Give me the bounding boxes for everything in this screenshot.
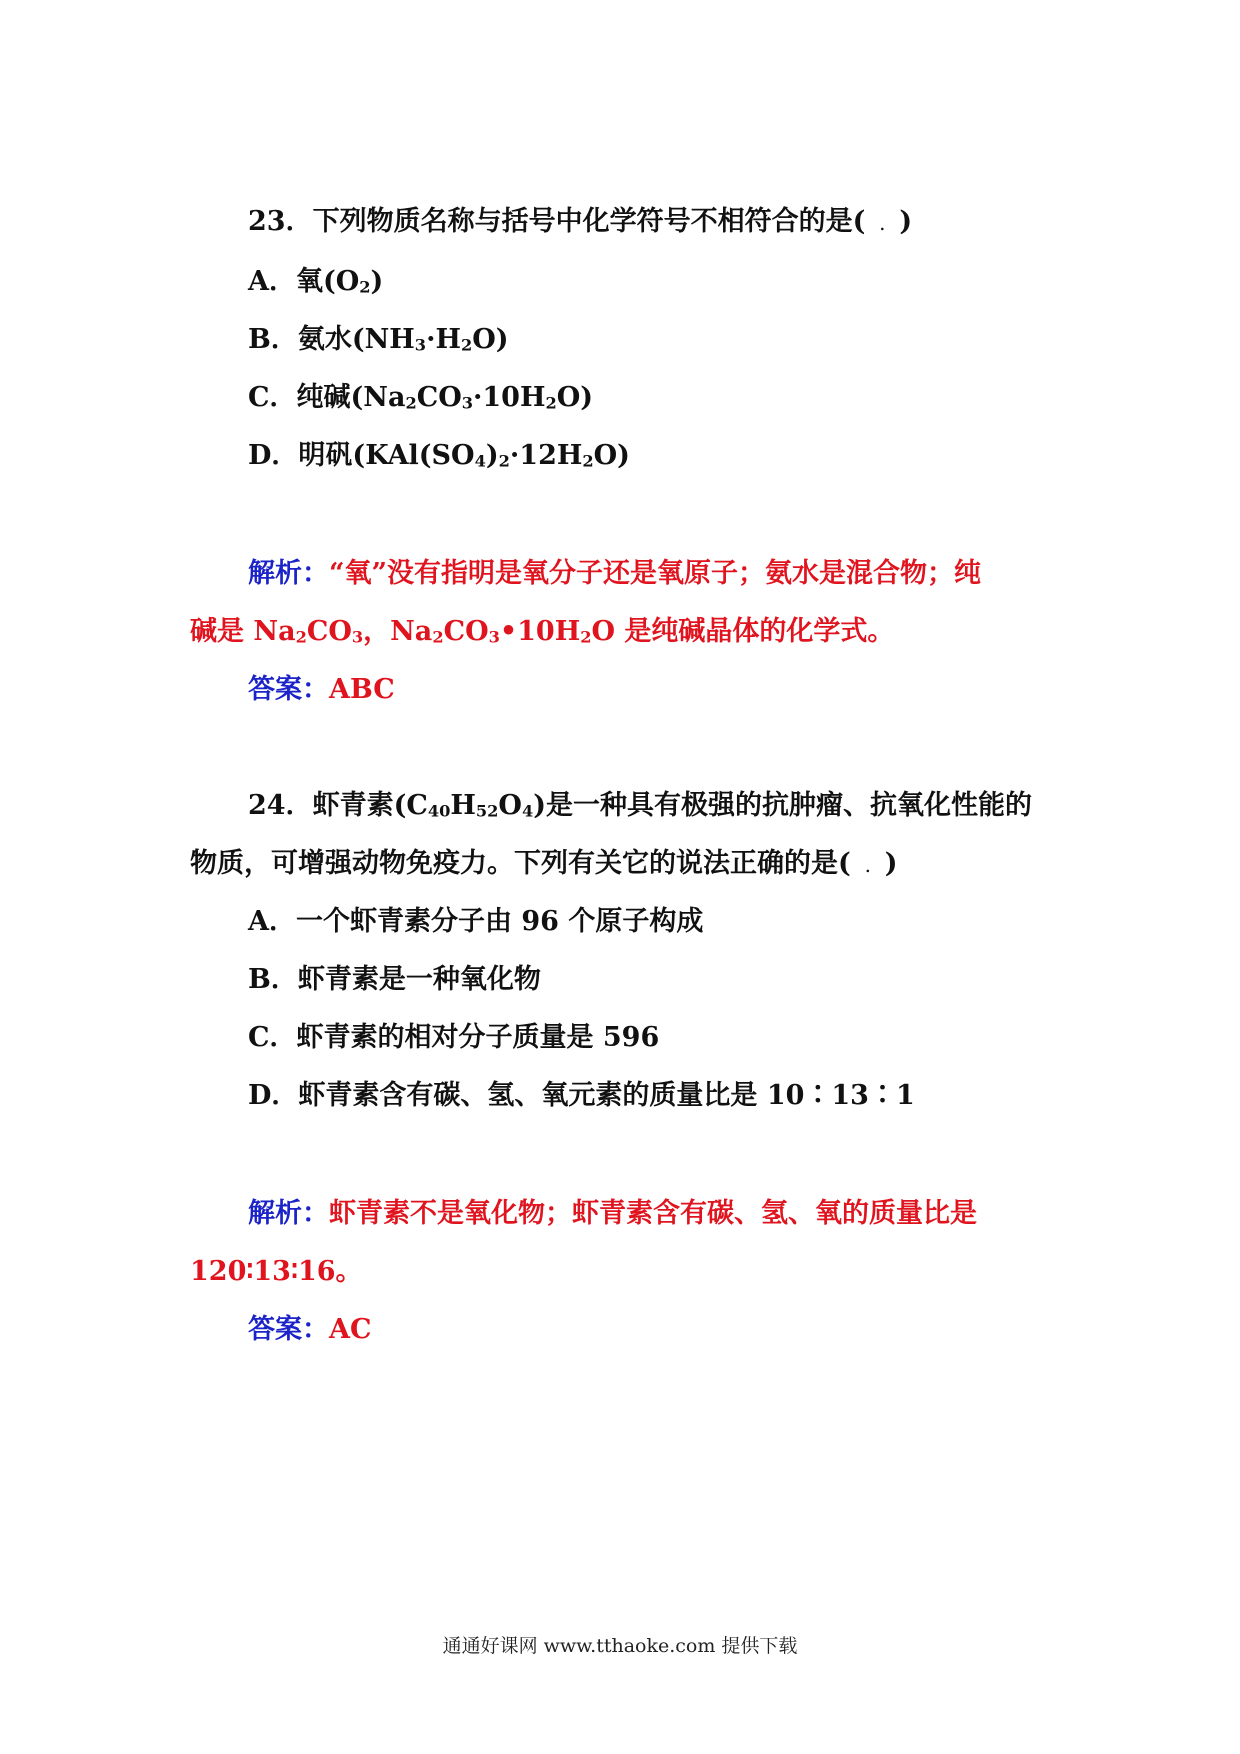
analysis-label: 解析： (248, 1198, 329, 1229)
q23-analysis-line2: 碱是 $Na_2CO_3$，$Na_2CO_3•10H_2O$ 是纯碱晶体的化学式。 (190, 616, 895, 647)
q24-stem-line1: 24．虾青素$(C_{40}H_{52}O_4)$是一种具有极强的抗肿瘤、抗氧化性能的 (248, 790, 1032, 821)
q23-option-a: A．氧$(O_2)$ (248, 266, 384, 297)
q24-answer (248, 1310, 371, 1350)
answer-value: AC (329, 1314, 372, 1345)
q23-option-b: B．氨水$(NH_3\cdot H_2O)$ (248, 324, 509, 355)
page-footer: 通通好课网 www.tthaoke.com 提供下载 (442, 1635, 798, 1657)
q24-option-d: D．虾青素含有碳、氢、氧元素的质量比是 10∶13∶1 (248, 1080, 915, 1111)
q23-option-c: C．纯碱$(Na_2CO_3\cdot 10H_2O)$ (248, 382, 594, 413)
q23-stem: 23．下列物质名称与括号中化学符号不相符合的是( . ) (248, 202, 912, 243)
q24-analysis-line1: 解析：虾青素不是氧化物；虾青素含有碳、氢、氧的质量比是 (248, 1198, 977, 1229)
q24-analysis-line2: 120∶13∶16。 (190, 1256, 363, 1287)
q24-option-c: C．虾青素的相对分子质量是 596 (248, 1022, 660, 1053)
analysis-label: 解析： (248, 558, 329, 589)
q24-answer-blank[interactable]: . (864, 853, 871, 877)
answer-label: 答案： (248, 674, 329, 705)
q23-option-d: D．明矾$(KAl(SO_4)_2\cdot 12H_2O)$ (248, 440, 630, 471)
q23-analysis-line1: 解析：“氧”没有指明是氧分子还是氧原子；氨水是混合物；纯 (248, 558, 982, 589)
answer-label: 答案： (248, 1314, 329, 1345)
q24-stem-line2: 物质，可增强动物免疫力。下列有关它的说法正确的是( . ) (190, 844, 898, 885)
answer-value: ABC (329, 674, 395, 705)
q24-option-a: A．一个虾青素分子由 96 个原子构成 (248, 906, 704, 937)
q23-answer-blank[interactable]: . (879, 211, 886, 235)
q23-answer (248, 670, 395, 710)
q24-option-b: B．虾青素是一种氧化物 (248, 964, 541, 995)
